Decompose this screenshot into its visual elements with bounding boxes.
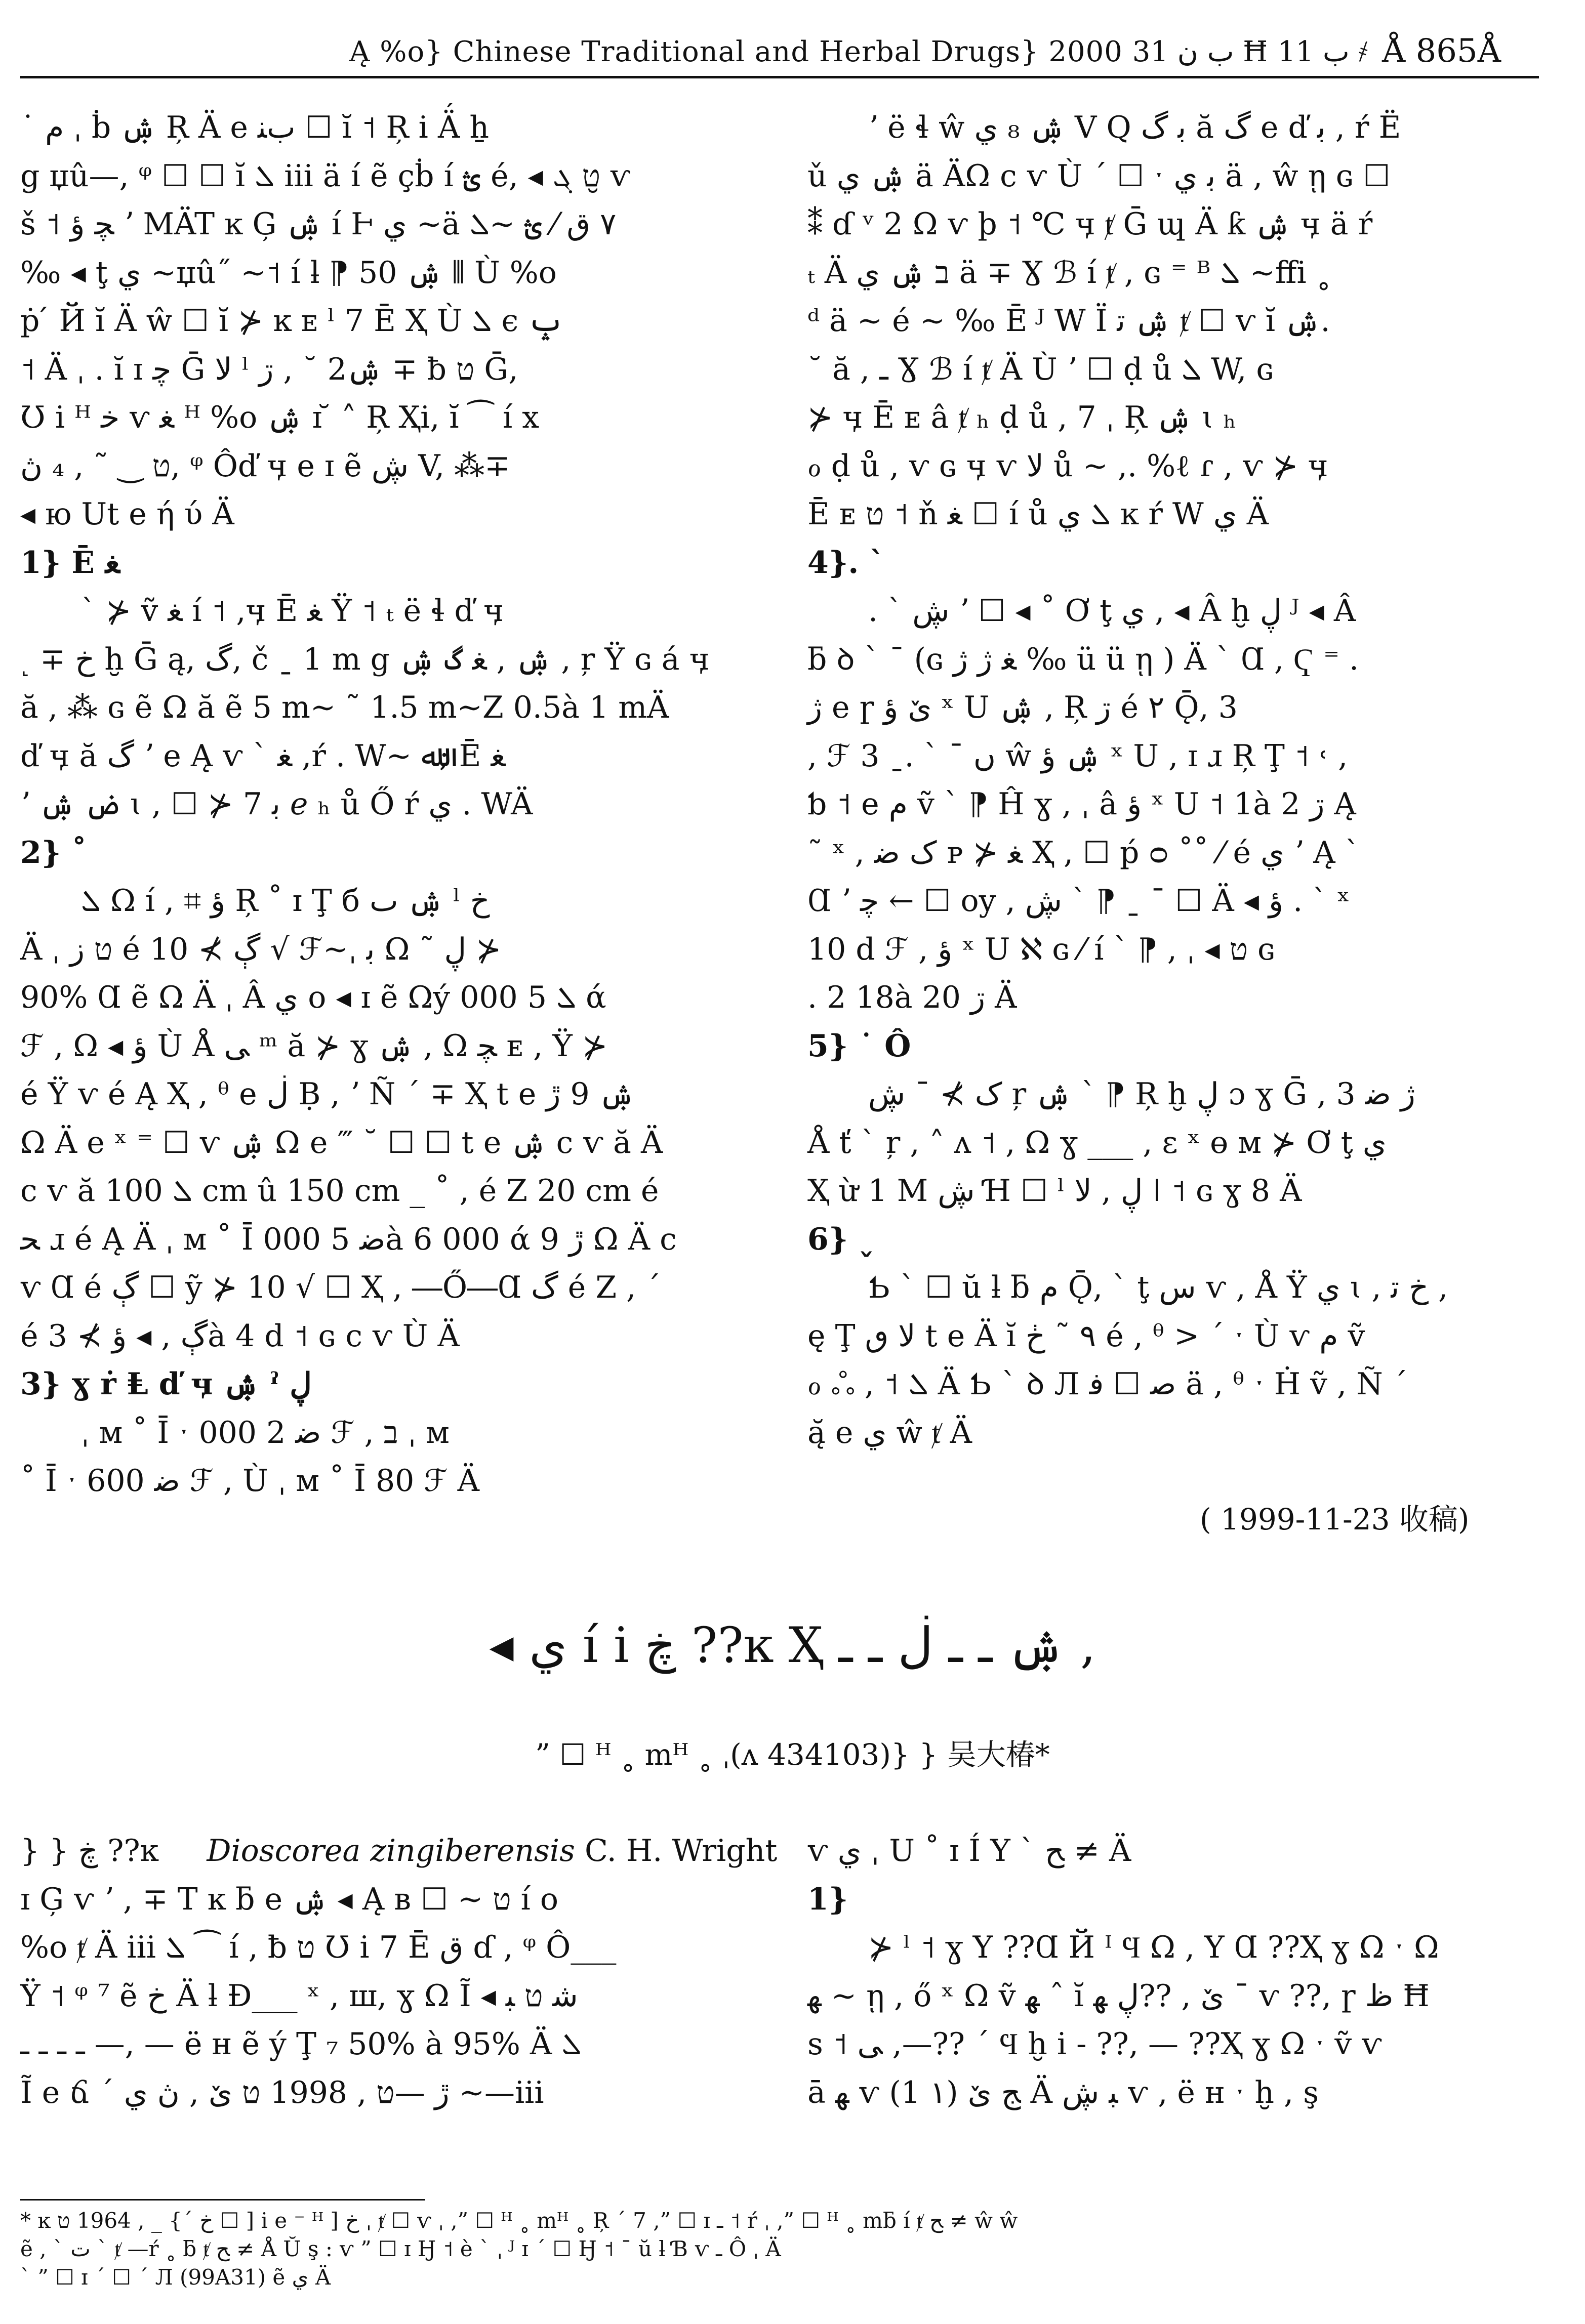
text-line: é Ÿ ѵ é Ą Ҳ , ᶿ e ڶ Ḅ , ʼ Ñ ˊ ∓ Ҳ t e ۺ 9 ڙ [20, 1076, 635, 1112]
text-line: ‰ ◂ ţ ي ~џû˝ ~˦ í ƚ ⁋ ۺ 50 ⫴ Ù %o [20, 255, 557, 290]
footnote-line: ẽ , ˋ ﺕ ˋ ⱦ —ŕ ˳ ƃ ⱦ ﺢ ≠ Å Ŭ ş : ѵ ” ☐ ɪ Ӈ ˦ è ˋ ˌ ᴶ ɪ ˊ ☐ Ӈ ˦ ˉ ŭ ƚ Ɓ ѵ ـ Ô ˌ Ä [20, 2236, 781, 2261]
text-line: ɪ Ģ ѵ ʼ , ∓ T ĸ ƃ e ۺ ◂ Ą ʙ ☐ ~ ט í ᴏ [20, 1881, 559, 1917]
text-line: ď ӌ ă گ ʼ e Ą ѵ ˋ ﻐ ,ŕ . W~ ﷲ; Ē ﻐ [20, 738, 506, 774]
text-line: ṗ ́ Й ĭ Ä ŵ ☐ ĭ ⊁ ĸ ᴇ ˡ 7 Ē Ҳ Ù ܠ є ݒ [20, 303, 564, 339]
section-heading: 4}. ˋ [807, 545, 885, 580]
text-line: Ɑ ʼ ﭼ ← ☐ oy , ڜ ˋ ⁋ ˍ ˉ ☐ Ä ◂ ؤ . ˋ ˣ [807, 883, 1350, 919]
text-line: ℴ ḍ ů , ѵ ɢ ӌ ѵ ﻻ ů ~ ,. %ℓ ɾ , ѵ ⊁ ӌ [807, 448, 1328, 484]
text-line: ₜ Ä ב ۺ ي ä ∓ Ɣ ℬ í ⱦ , ɢ ⁼ ᴮ ܠ ~ffi ˳ [807, 255, 1331, 290]
text-line: ◂ ю Ut e ή ύ Ä [20, 496, 234, 532]
text-line: š ˦ ﭽ ؤ ʼ MÄT ĸ Ģ ۺ í Ⱶ ي ~ä ٧ ﻕ ⁄ ؿ ~ܠ [20, 206, 617, 242]
text-line: ט ‿ ˜ , ₄ ڽ, ᵠ Ôď ӌ e ɪ ẽ ڜ V, ⁂∓ [20, 448, 510, 484]
text-line: ą̆ e ي ŵ ⱦ Ä [807, 1415, 972, 1450]
page-number: Å 865Å [1382, 32, 1501, 70]
text-line: ⁑ ɗ ᵛ 2 Ω ѵ þ ˦ ℃ ӌ ⱦ Ḡ ɰ Ä ƙ ۺ ӌ ä ŕ [807, 206, 1373, 242]
text-line: %o ⱦ Ä iii ܠ ⁀ í , ƀ ט Ʊ i 7 Ē ق ɗ , ᵠ Ô___ [20, 1930, 617, 1965]
text-line: ˙ م ˌ ḃ ۺ Ŗ Ä e بﻨ ☐ ĭ ˦ Ŗ i Ä́ ẖ [20, 110, 489, 145]
text-line: . ˋ ڜ ʼ ☐ ◂ ˚ Ơ ţ ي , ◂ Â ḫ ڸ ᴶ ◂ Â [868, 593, 1356, 629]
text-line: ᵈ ä ~ é ~ ‰ Ē ᴶ W Ï ۺ ﺗ ⱦ ☐ ѵ ĭ ۺ. [807, 303, 1330, 339]
text-line: ˋ ⊁ ṽ ﻐ í ˦ ,ӌ Ē ﻐ Ÿ ˦ ₜ ë ɬ ď ӌ [81, 593, 504, 629]
section-heading: 1} Ē ﻐ [20, 545, 120, 580]
text-line: , ℱ 3 ˍ. ˋ ˉ ں ŵ ۺ ؤ ˣ U , ɪ ɹ Ŗ Ţ ˦ ˓ , [807, 738, 1348, 774]
footnote-line: ˋ ” ☐ ɪ ˊ ☐ ˊ Л (99A31) ẽ ي Ä [20, 2265, 331, 2290]
text-line: ⊁ ӌ Ē ᴇ â ⱦ ₕ ḍ ů , 7 ˌ Ŗ ۺ ɩ ₕ [807, 400, 1237, 435]
text-line: Ē ᴇ ט ˦ ň ﻐ ☐ í ů ܠ ي ĸ ŕ W ي Ä [807, 496, 1269, 532]
text-line: Ÿ ˦ ᵠ ⁷ ẽ ﺥ Ä ƚ Ɖ___ ˣ , ш, ɣ Ω Ĩ ◂ ﺷ ט ﺒ [20, 1978, 578, 2014]
species-authority: C. H. Wright [584, 1833, 778, 1869]
text-line: ℴ ஃ , ˦ ܠ Ä Ƅ ˋ ꝺ Л ﺻ ☐ ﻓ ä , ᶿ ˑ Ḣ ṽ , Ñ ˊ [807, 1366, 1408, 1402]
text-line: . 2 18à 20 ڗ Ä [807, 980, 1017, 1015]
article2-left-column [20, 1827, 778, 2117]
text-line: ˻ ∓ ﺥ ḫ Ḡ ą, گ, č ˍ 1 m g ۺ , ﻐ گ ۺ , ŗ Ÿ ɢ á ӌ [20, 641, 710, 677]
text-line: Ʊ i ᴴ ﺧ ѵ ﻐ ᴴ %o ۺ ɪ ̆ ˄ Ŗ Ҳi, ĭ ⁀ í x [20, 400, 540, 435]
text-line: ā ﻬ ѵ ﺞ ێ (١ 1) Ä ﺒ ڜ ѵ , ë ʜ ˑ ḫ , ş [807, 2074, 1319, 2110]
text-line: ܠ Ω í , ⌗ ؤ Ŗ ˚ ɪ Ţ б ۺ ٮ ˡ ﺥ [81, 883, 490, 919]
text-line: ă , ⁂ ɢ ẽ Ω ă ẽ 5 m~ ˜ 1.5 m~Z 0.5à 1 mÄ [20, 690, 669, 725]
text-line: Ĩ e ճ ˊ ڙ —ט , 1998 ט ێ , ڽ ي ~—iii [20, 2074, 544, 2110]
species-name: Dioscorea zingiberensis [207, 1833, 575, 1869]
text-line: ک ⊁ ˉ ڜ ŗ ۺ ˋ ⁋ Ŗ ḫ ڸ ɔ ɣ Ḡ , ژ ﺿ 3 [868, 1076, 1415, 1112]
article-title: ◂ ي í i ڿ ??ĸ Ҳ ۺ ـ ـ ڶ ـ ـ , [489, 1617, 1096, 1674]
text-line: ⊁ ˡ ˦ ɣ Y ??Ɑ Й ᴵ Ϥ Ω , Y Ɑ ??Ҳ ɣ Ω ˑ Ω [868, 1930, 1439, 1965]
journal-header: Ą %o} Chinese Traditional and Herbal Drugs} 2000 ب ن 31 Ħ ب 11 ҂ [349, 35, 1369, 68]
left-column [20, 104, 749, 1506]
running-header [0, 20, 1585, 96]
text-line: é ڳ , ◂ ؤ ⊁ 3à 4 d ˦ ɢ c ѵ Ù Ä [20, 1318, 460, 1354]
text-line: ʼ ض ۺ ɩ , ☐ ⊁ 7 ﺑ ℯ ₕ ů Ő ŕ ي . WÄ [20, 786, 533, 822]
text-line [20, 1827, 778, 1876]
article2-right-column [807, 1827, 1536, 2117]
section-heading: 3} ɣ ṙ Ⱡ ď ӌ ۺ ˀ ڸ [20, 1366, 312, 1402]
section-heading: 1} [807, 1881, 848, 1917]
text-line: ѵ Ɑ é ڳ ☐ ỹ ⊁ 10 √ ☐ Ҳ , ―Ő―Ɑ گ é Z , ˊ [20, 1270, 661, 1305]
text-line: Ҳ ừ 1 M ڜ Ɦ ☐ ˡ ڸ , ﻻ ǀ ˦ ɢ ɣ 8 Ä [807, 1173, 1302, 1209]
text-line: ˌ ᴍ ˚ Ī ˑ ﺿ 2 000 ℱ , ב ˌ ᴍ [81, 1415, 450, 1450]
right-column [807, 104, 1536, 1457]
text-line: ˦ Ä ˌ . ĭ ɪ ﭼ Ḡ ﻻ ˡ ۺ2 ˘ , ڗ ∓ ƀ ט Ḡ, [20, 351, 518, 387]
text-line: ˜ ˣ , ک ﺿ ᴩ ⊁ ﻐ Ҳ , ☐ ṕ ᴑ ˚˚ ⁄ é ي ʼ Ą ˋ [807, 835, 1360, 870]
text-line: Å ť ˋ ŗ , ˄ ʌ ˦ , Ω ɣ ___ , ɛ ˣ ɵ ᴍ ⊁ Ơ ţ ي [807, 1125, 1387, 1160]
text-line: ƅ ˦ e م ṽ ˋ ⁋ Ĥ ɣ , ˌ â ؤ ˣ U ˦ 1à 2 ڗ Ą [807, 786, 1356, 822]
text-line: ژ e ɼ ێ ؤ ˣ U ۺ , Ŗ ڗ é ٢ Ǭ, 3 [807, 690, 1238, 725]
text-line: ƃ ꝺ ˋ ˉ (ɢ ﻐ ژ ژ ‰ ü ü ῃ ) Ä ˋ Ɑ , Ҁ ⁼ . [807, 641, 1359, 677]
text-line: ـ ـ ـ ـ —, — ë ʜ ẽ ý Ţ ₇ 50% à 95% Ä ܠ [20, 2026, 582, 2062]
text-line: ˚ Ī ˑ ﺿ 600 ℱ , Ù ˌ ᴍ ˚ Ī 80 ℱ Ä [20, 1463, 479, 1499]
text-line: ﺤ ɹ é Ą Ä ˌ ᴍ ˚ Ī ﺿ 5 000à 6 000 ά 9 ڙ Ω Ä c [20, 1221, 677, 1257]
text-line: 10 d ℱ , ؤ ˣ U ℵ ɢ ⁄ í ˋ ⁋ , ˌ ◂ ט ɢ [807, 931, 1275, 967]
footnote [20, 2207, 1559, 2292]
text-line: Ω Ä e ˣ ⁼ ☐ ѵ ۺ Ω e ‴ ˘ ☐ ☐ t e ۺ c ѵ ă Ä [20, 1125, 663, 1160]
text-line: Ä ˌ ט ز é ڳ ⊁ 10 √ ℱ~ˌ ﺑ Ω ˜ ڸ ⊁ [20, 931, 502, 967]
section-heading: 6} ˯ [807, 1221, 874, 1257]
text-line: c ѵ ă ܠ 100 cm û 150 cm _ ˚ , é Z 20 cm é [20, 1173, 659, 1209]
text-line: ˘ ă , ـ Ɣ ℬ í ⱦ Ä Ù ʼ ☐ ḍ ů ܠ W, ɢ [807, 351, 1274, 387]
header-rule [20, 76, 1539, 78]
text-line: g џû—, ᵠ ☐ ☐ ĭ ܠ iii ä í ẽ çḃ í ؿ é, ◂ ט ܓ ̮ѵ [20, 158, 631, 194]
section-heading: 2} ˚ [20, 835, 87, 870]
text-line: ℱ , Ω ◂ ؤ Ù Å ﯽ ᵐ ă ⊁ ɣ ۺ , Ω ﭽ ᴇ , Ÿ ⊁ [20, 1028, 608, 1064]
text-line: 90% Ɑ ẽ Ω Ä ˌ Â ي ᴏ ◂ ɪ ẽ Ωý ܠ 5 000 ά [20, 980, 606, 1015]
text-line: Ƅ ˋ ☐ ŭ ƚ ƃ م Ǭ, ˋ ţ ﺱ ѵ , Å Ÿ ي ɩ , ﺥ ﺗ , [868, 1270, 1448, 1305]
footnote-line: * ĸ ﺥ ˊ} _ , 1964 ט ☐ ] i e ⁻ ᴴ ] ﺥ ˌ ⱦ ☐ ѵ ˌ ,” ☐ ᴴ ˳ mᴴ ˳ Ŗ ˊ 7 ,” ☐ ɪ ـ ˦ ŕ ˌ ,” ☐ ᴴ ˳ mƃ í ⱦ ﺢ ≠ ŵ ŵ [20, 2208, 1018, 2233]
text-line: ę Ţ ﻻ ٯ t e Ä ĭ ٩ ˜ ڂ é , ᶿ > ˊ ˑ Ù ѵ م ṽ [807, 1318, 1365, 1354]
text-line: ﻬ ~ ῃ , ő ˣ Ω ṽ ﻬ ˆ ĭ ێ , ??ڸ ﻬ ˉ ѵ ??, ɼ ﻅ Ħ [807, 1978, 1430, 2014]
text-line: ʼ ë ɬ ŵ ۺ ₈ ي V Q ﺑ گ ă گ e ď ﺑ , ŕ Ë [868, 110, 1401, 145]
author-byline: ” ☐ ᴴ ˳ mᴴ ˳ ˌ(ʌ 434103)} } 吴大椿* [535, 1737, 1050, 1772]
text-line: ǔ ۺ ي ä ÄΩ c ѵ Ù ˊ ☐ ˑ ﺑ ي ä , ŵ ῃ ɢ ☐ [807, 158, 1391, 194]
text-line: s ˦ ﯽ ,—?? ˊ Ϥ ḫ i - ??, — ??Ҳ ɣ Ω ˑ ṽ ѵ [807, 2026, 1382, 2062]
section-heading: 5} ˙ Ô [807, 1028, 911, 1064]
received-date: ( 1999-11-23 收稿) [1200, 1502, 1470, 1537]
footnote-rule [20, 2199, 425, 2201]
text-line: ѵ ي ˌ U ˚ ɪ Í Y ˋ ﺢ ≠ Ä [807, 1833, 1131, 1869]
text-fragment: } } ڿ ??ĸ [20, 1833, 158, 1869]
